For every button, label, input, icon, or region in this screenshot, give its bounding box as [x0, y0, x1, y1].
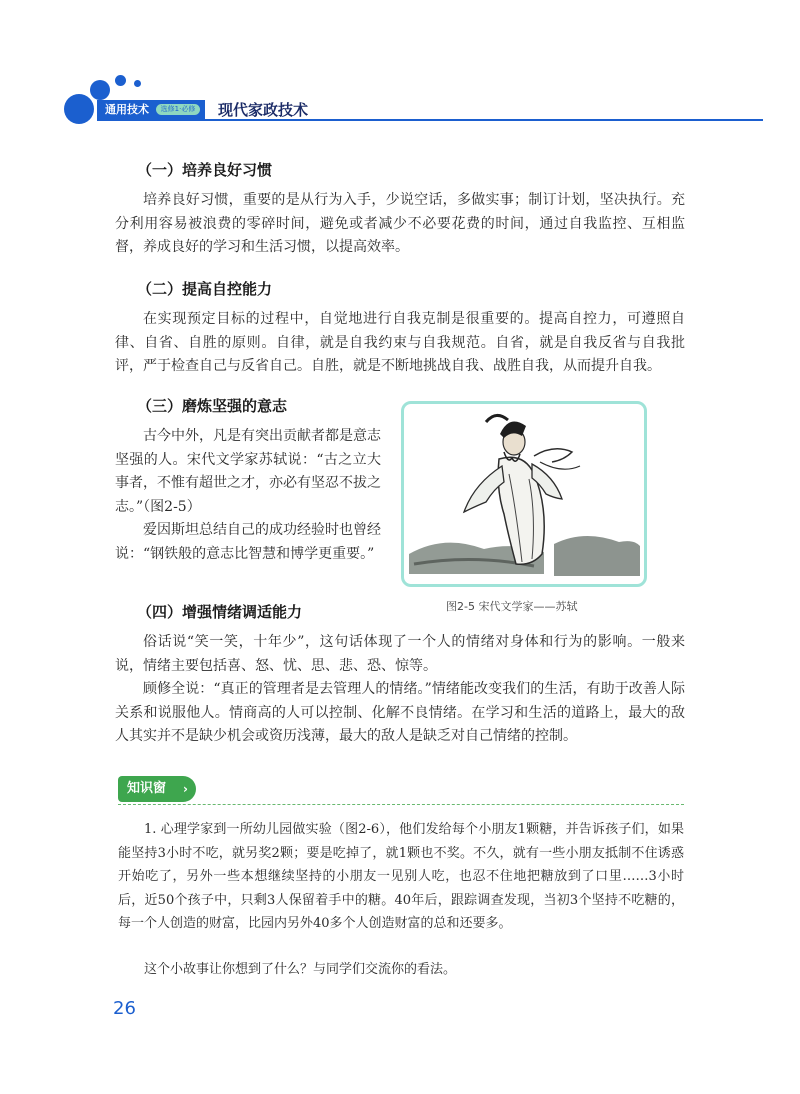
chevron-right-icon: ›: [183, 782, 188, 796]
header-dot-small: [115, 75, 126, 86]
section-paragraph: 古今中外，凡是有突出贡献者都是意志坚强的人。宋代文学家苏轼说：“古之立大事者，不惟有超世之才，亦必有坚忍不拔之志。”（图2-5）: [115, 428, 381, 515]
section-heading-3: （三）磨炼坚强的意志: [137, 397, 288, 415]
section-heading-2: （二）提高自控能力: [137, 280, 273, 298]
knowledge-window-badge: [118, 776, 196, 802]
ground-rock-right: [554, 536, 640, 576]
header-dot-tiny: [134, 80, 141, 87]
knowledge-paragraph: 这个小故事让你想到了什么？与同学们交流你的看法。: [144, 962, 457, 977]
book-title: 现代家政技术: [218, 101, 309, 119]
header-dot-medium: [90, 80, 110, 100]
section-paragraph: 培养良好习惯，重要的是从行为入手，少说空话，多做实事；制订计划，坚决执行。充分利用容易被浪费的零碎时间，避免或者减少不必要花费的时间，通过自我监控、互相监督，养成良好的学习和生活习惯，以提高效率。: [115, 192, 685, 255]
series-label: 通用技术: [105, 103, 149, 116]
section-paragraph: 爱因斯坦总结自己的成功经验时也曾经说：“钢铁般的意志比智慧和博学更重要。”: [115, 522, 381, 562]
section-paragraph: 在实现预定目标的过程中，自觉地进行自我克制是很重要的。提高自控力，可遵照自律、自省、自胜的原则。自律，就是自我约束与自我规范。自省，就是自我反省与自我批评，严于检查自己与反省自己。自胜，就是不断地挑战自我、战胜自我，从而提升自我。: [115, 311, 685, 374]
header-rule: [97, 119, 763, 121]
figure-caption: 图2-5 宋代文学家——苏轼: [446, 600, 578, 613]
section-heading-4: （四）增强情绪调适能力: [137, 603, 303, 621]
su-shi-illustration: [401, 401, 647, 587]
knowledge-window-divider: [118, 804, 684, 806]
section-paragraph: 顾修全说：“真正的管理者是去管理人的情绪。”情绪能改变我们的生活，有助于改善人际关系和说服他人。情商高的人可以控制、化解不良情绪。在学习和生活的道路上，最大的敌人其实并不是缺少机会或资历浅薄，最大的敌人是缺乏对自己情绪的控制。: [115, 681, 685, 744]
section-paragraph: 俗话说“笑一笑，十年少”，这句话体现了一个人的情绪对身体和行为的影响。一般来说，情绪主要包括喜、怒、忧、思、悲、恐、惊等。: [115, 634, 685, 674]
ink-painting-figure: [404, 404, 644, 584]
page-number: 26: [113, 998, 136, 1019]
knowledge-window-label: 知识窗: [127, 781, 167, 796]
left-sleeve: [464, 466, 504, 512]
knowledge-paragraph: 1. 心理学家到一所幼儿园做实验（图2-6），他们发给每个小朋友1颗糖，并告诉孩子们，如果能坚持3小时不吃，就另奖2颗；要是吃掉了，就1颗也不奖。不久，就有一些小朋友抵制不住诱惑开始吃了，另外一些本想继续坚持的小朋友一见别人吃，也忍不住地把糖放到了口里……3小时后，近50个孩子中，只剩3人保留着手中的糖。40年后，跟踪调查发现，当初3个坚持不吃糖的，每一个人创造的财富，比园内另外40多个人创造财富的总和还要多。: [118, 822, 684, 931]
series-badge: 选修1·必修: [156, 104, 200, 115]
section-heading-1: （一）培养良好习惯: [137, 161, 273, 179]
header-dot-large: [64, 94, 94, 124]
